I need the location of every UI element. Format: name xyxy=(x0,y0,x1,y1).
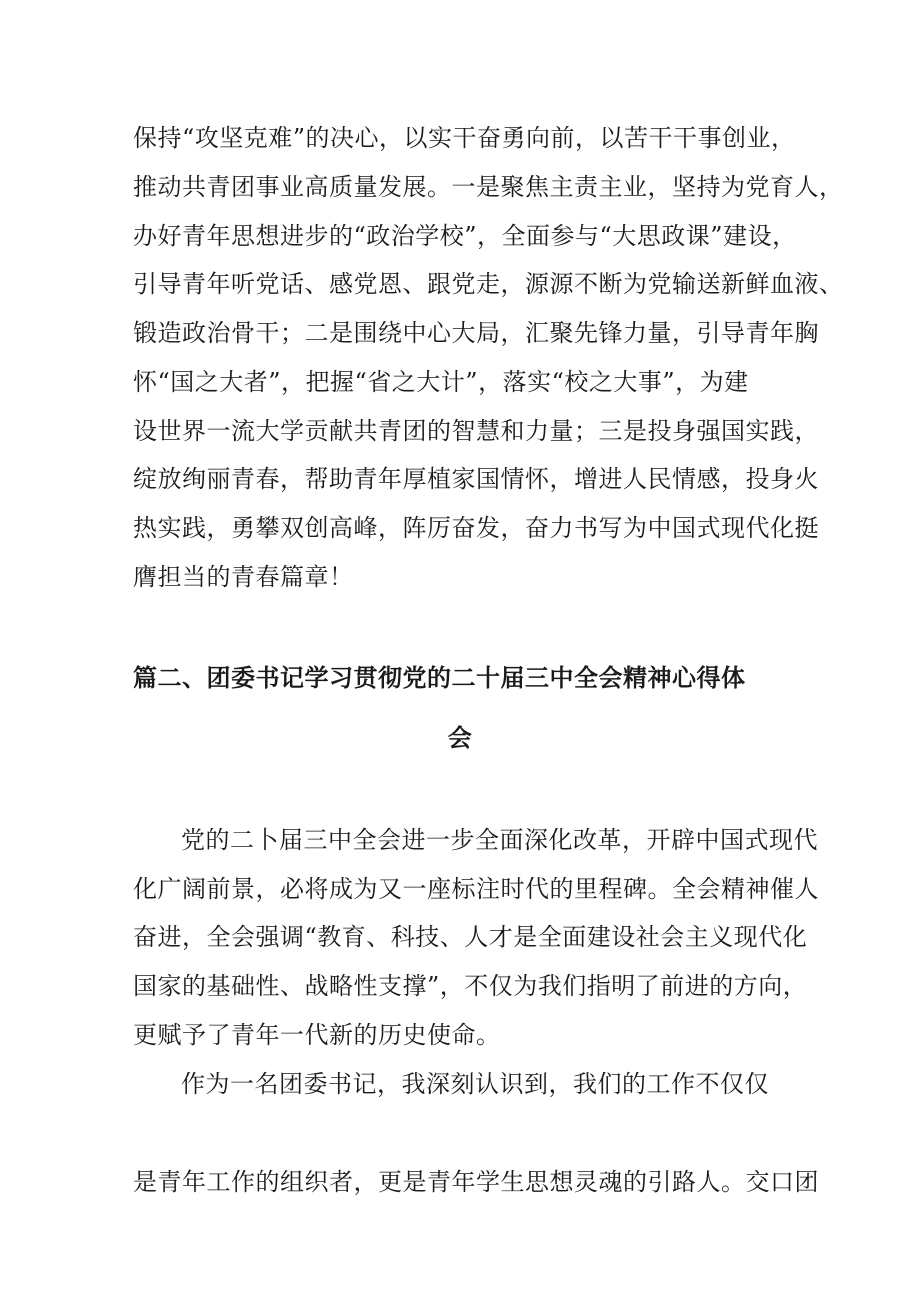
paragraph-1-line-10: 膺担当的青春篇章！ xyxy=(133,563,354,591)
paragraph-2-line-4: 国家的基础性、战略性支撑”，不仅为我们指明了前进的方向， xyxy=(133,972,808,1000)
paragraph-3-line-2: 是青年工作的组织者，更是青年学生思想灵魂的引路人。交口团 xyxy=(133,1168,819,1196)
paragraph-1-line-7: 设世界一流大学贡献共青团的智慧和力量；三是投身强国实践， xyxy=(133,417,819,445)
paragraph-1-line-8: 绽放绚丽青春，帮助青年厚植家国情怀，增进人民情感，投身火 xyxy=(133,465,819,493)
section-heading-line-2: 会 xyxy=(447,723,473,752)
paragraph-2-line-3: 奋进，全会强调“教育、科技、人才是全面建设社会主义现代化 xyxy=(133,923,808,951)
paragraph-1-line-3: 办好青年思想进步的“政治学校”，全面参与“大思政课”建设， xyxy=(133,222,797,250)
section-heading-line-1: 篇二、团委书记学习贯彻党的二十届三中全会精神心得体 xyxy=(133,663,746,692)
paragraph-2-line-1: 党的二卜届三中全会进一步全面深化改革，开辟中国式现代 xyxy=(181,826,818,854)
paragraph-1-line-6: 怀“国之大者”，把握“省之大计”，落实“校之大事”，为建 xyxy=(133,368,749,396)
paragraph-3-line-1: 作为一名团委书记，我深刻认识到，我们的工作不仅仅 xyxy=(181,1070,769,1098)
paragraph-1-line-5: 锻造政治骨干；二是围绕中心大局，汇聚先锋力量，引导青年胸 xyxy=(133,319,819,347)
paragraph-2-line-5: 更赋予了青年一代新的历史使命。 xyxy=(133,1021,501,1049)
paragraph-1-line-2: 推动共青团事业高质量发展。一是聚焦主责主业，坚持为党育人， xyxy=(133,173,844,201)
paragraph-1-line-9: 热实践，勇攀双创高峰，阵厉奋发，奋力书写为中国式现代化挺 xyxy=(133,514,819,542)
paragraph-2-line-2: 化广阔前景，必将成为又一座标注时代的里程碑。全会精神催人 xyxy=(133,875,819,903)
paragraph-1-line-1: 保持“攻坚克难”的决心，以实干奋勇向前，以苦干干事创业， xyxy=(133,124,796,152)
paragraph-1-line-4: 引导青年听党话、感党恩、跟党走，源源不断为党输送新鲜血液、 xyxy=(133,270,844,298)
